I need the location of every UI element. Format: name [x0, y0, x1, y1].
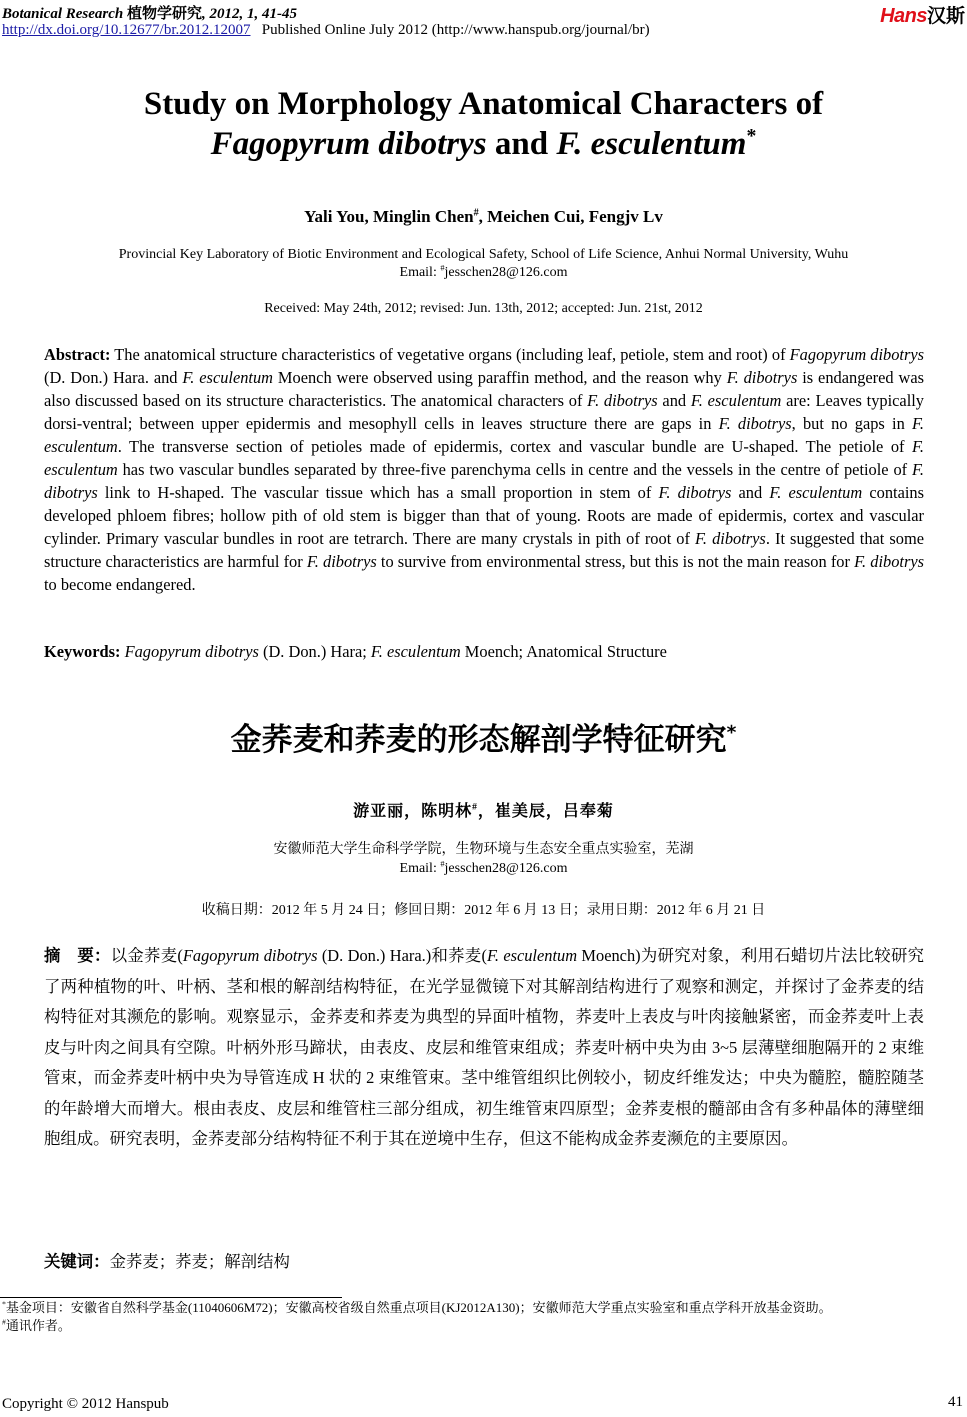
title-species-a: Fagopyrum dibotrys: [210, 126, 487, 162]
authors-cn-a: 游亚丽，陈明林: [353, 803, 473, 820]
species-name: F. dibotrys: [44, 460, 924, 502]
text-run: . It suggested that some structure characteristics are harmful for: [44, 529, 925, 571]
dates-en: Received: May 24th, 2012; revised: Jun. 13th, 2012; accepted: Jun. 21st, 2012: [264, 301, 703, 316]
species-name: F. dibotrys: [658, 483, 732, 502]
email-line-cn: [0, 859, 967, 878]
species-name: F. dibotrys: [306, 552, 377, 571]
abstract-cn-body: [44, 946, 924, 1148]
species-name: F. esculentum: [769, 483, 863, 502]
text-run: link to H-shaped. The vascular tissue which has a small proportion in stem of: [97, 483, 659, 502]
publication-line: [2, 22, 650, 39]
paper-title-cn: [0, 714, 967, 759]
journal-citation: [2, 2, 297, 23]
text-run: to survive from environmental stress, but this is not the main reason for: [376, 552, 855, 571]
text-run: 以金荞麦(: [110, 946, 183, 965]
keywords-en: [44, 642, 924, 662]
title-cn-text: 金荞麦和荞麦的形态解剖学特征研究: [230, 722, 727, 758]
abstract-label: Abstract:: [44, 345, 111, 364]
fund-mark: *: [2, 1299, 6, 1309]
email-label-cn: Email:: [399, 861, 441, 876]
abstract-cn: [44, 941, 924, 1155]
logo-cn: 汉斯: [926, 6, 965, 27]
abstract-body: [44, 345, 924, 594]
authors-en-a: Yali You, Minglin Chen: [304, 207, 474, 226]
text-run: Moench were observed using paraffin method, and the reason why: [273, 368, 727, 387]
published-online: Published Online July 2012 (http://www.hanspub.org/journal/br): [261, 22, 650, 38]
paper-title-en: [0, 84, 967, 164]
species-name: Fagopyrum dibotrys: [182, 946, 318, 965]
species-name: Fagopyrum dibotrys: [789, 345, 924, 364]
keywords-body: [120, 642, 666, 661]
copyright: Copyright © 2012 Hanspub: [2, 1396, 169, 1412]
keywords-cn-label: 关键词：: [44, 1252, 110, 1271]
journal-name-cn: 植物学研究: [127, 6, 203, 22]
email-mark-cn: #: [440, 859, 445, 869]
page-number: 41: [948, 1394, 963, 1410]
text-run: contains developed phloem fibres; hollow pith of old stem is bigger than that of young. Roots are made of epidermis, cortex and vascular cylinder. Primary vascular bundles in root are tetrarch. There are many crystals in pith of root of: [44, 483, 924, 548]
footnotes: [2, 1299, 962, 1335]
text-run: are: Leaves typically dorsi-ventral; between upper epidermis and mesophyll cells in leaves structure there are gaps in: [44, 391, 924, 433]
title-and: and: [486, 126, 557, 162]
authors-cn-b: ，崔美辰，吕奉菊: [477, 803, 614, 820]
text-run: (D. Don.) Hara. and: [44, 368, 183, 387]
title-line-2: [0, 124, 967, 164]
text-run: is endangered was also discussed based on its structure characteristics. The anatomical characters of: [44, 368, 924, 410]
authors-en: [0, 207, 967, 227]
corr-mark: #: [2, 1317, 6, 1327]
text-run: Moench; Anatomical Structure: [460, 642, 667, 661]
affiliation-text: Provincial Key Laboratory of Biotic Environment and Ecological Safety, School of Life Science, Anhui Normal University, Wuhu: [118, 247, 849, 262]
text-run: to become endangered.: [44, 575, 196, 594]
title-species-b: F. esculentum: [556, 126, 747, 162]
corresponding-mark: #: [473, 207, 479, 219]
text-run: (D. Don.) Hara;: [258, 642, 371, 661]
species-name: F. esculentum: [44, 437, 924, 479]
text-run: and: [657, 391, 691, 410]
authors-en-b: , Meichen Cui, Fengjv Lv: [478, 207, 663, 226]
species-name: F. esculentum: [370, 642, 461, 661]
text-run: and: [731, 483, 770, 502]
abstract-cn-label: 摘 要：: [44, 946, 111, 965]
species-name: F. dibotrys: [718, 414, 792, 433]
abstract-en: [44, 343, 924, 596]
species-name: F. esculentum: [182, 368, 274, 387]
hans-logo: [880, 1, 965, 28]
authors-cn-mark: #: [472, 801, 478, 813]
email-address: jesschen28@126.com: [444, 265, 568, 280]
species-name: F. dibotrys: [726, 368, 798, 387]
affiliation-en: [0, 246, 967, 282]
species-name: F. dibotrys: [854, 552, 924, 571]
keywords-cn-body: 金荞麦；荞麦；解剖结构: [109, 1252, 290, 1271]
fund-text: 基金项目：安徽省自然科学基金(11040606M72)；安徽高校省级自然重点项目(KJ2012A130)；安徽师范大学重点实验室和重点学科开放基金资助。: [5, 1300, 832, 1315]
volume-info: , 2012, 1, 41-45: [202, 6, 298, 22]
species-name: Fagopyrum dibotrys: [124, 642, 259, 661]
footnote-divider: [0, 1297, 342, 1298]
title-footnote-marker: *: [746, 125, 757, 147]
title-cn-marker: *: [726, 722, 737, 744]
keywords-cn: [44, 1248, 290, 1272]
email-label: Email:: [399, 265, 441, 280]
text-run: has two vascular bundles separated by three-five parenchyma cells in centre and the vessels in the centre of petiole of: [117, 460, 912, 479]
keywords-label: Keywords:: [44, 642, 121, 661]
text-run: The anatomical structure characteristics of vegetative organs (including leaf, petiole, stem and root) of: [110, 345, 790, 364]
species-name: F. esculentum: [690, 391, 782, 410]
email-mark: #: [440, 263, 445, 273]
corr-text: 通讯作者。: [5, 1318, 71, 1333]
authors-cn: [0, 798, 967, 821]
logo-text: Hans: [880, 5, 927, 27]
text-run: . The transverse section of petioles made of epidermis, cortex and vascular bundle are U-shaped. The petiole of: [117, 437, 912, 456]
species-name: F. esculentum: [44, 414, 924, 456]
species-name: F. esculentum: [486, 946, 578, 965]
dates-cn: 收稿日期：2012 年 5 月 24 日；修回日期：2012 年 6 月 13 日；录用日期：2012 年 6 月 21 日: [201, 903, 766, 918]
footnote-corresponding: [2, 1317, 962, 1335]
affiliation-cn-text: 安徽师范大学生命科学学院，生物环境与生态安全重点实验室，芜湖: [273, 842, 694, 857]
affiliation-cn: [0, 840, 967, 878]
text-run: Moench)为研究对象，利用石蜡切片法比较研究了两种植物的叶、叶柄、茎和根的解剖结构特征，在光学显微镜下对其解剖结构进行了观察和测定，并探讨了金荞麦的结构特征对其濒危的影响。观察显示，金荞麦和荞麦为典型的异面叶植物，荞麦叶上表皮与叶肉接触紧密，而金荞麦叶上表皮与叶肉之间具有空隙。叶柄外形马蹄状，由表皮、皮层和维管束组成；荞麦叶柄中央为由 3~5 层薄壁细胞隔开的 2 束维管束，而金荞麦叶柄中央为导管连成 H 状的 2 束维管束。茎中维管组织比例较小，韧皮纤维发达；中央为髓腔，髓腔随茎的年龄增大而增大。根由表皮、皮层和维管柱三部分组成，初生维管束四原型；金荞麦根的髓部由含有多种晶体的薄壁细胞组成。研究表明，金荞麦部分结构特征不利于其在逆境中生存，但这不能构成金荞麦濒危的主要原因。: [44, 946, 925, 1148]
journal-name: Botanical Research: [2, 6, 124, 22]
footnote-fund: [2, 1299, 962, 1317]
title-line-1: Study on Morphology Anatomical Characters of: [143, 86, 824, 122]
email-line: [0, 264, 967, 282]
doi-link[interactable]: http://dx.doi.org/10.12677/br.2012.12007: [2, 22, 251, 38]
text-run: , but no gaps in: [791, 414, 912, 433]
species-name: F. dibotrys: [587, 391, 658, 410]
text-run: (D. Don.) Hara.)和荞麦(: [317, 946, 487, 965]
species-name: F. dibotrys: [695, 529, 766, 548]
email-address-cn: jesschen28@126.com: [444, 861, 568, 876]
